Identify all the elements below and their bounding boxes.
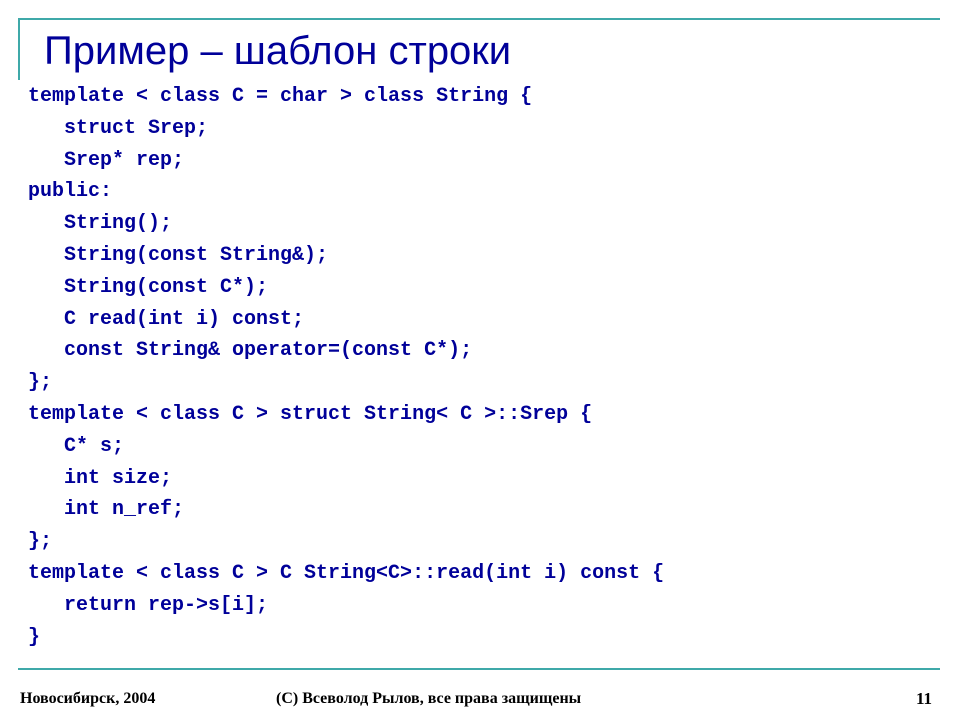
code-line: int size;	[28, 466, 173, 490]
code-block	[28, 81, 664, 653]
code-line: C read(int i) const;	[28, 307, 305, 331]
title-left-rule	[18, 18, 20, 80]
code-line: };	[28, 371, 53, 395]
footer-rule	[18, 668, 940, 670]
code-line: template < class C > C String<C>::read(int i) const {	[28, 561, 665, 585]
page-number: 11	[915, 689, 932, 708]
code-line: const String& operator=(const C*);	[28, 339, 473, 363]
code-line: int n_ref;	[28, 498, 185, 522]
slide-title: Пример – шаблон строки	[44, 29, 512, 73]
code-line: String();	[28, 212, 173, 236]
code-line: template < class C = char > class String {	[28, 85, 533, 108]
code-line: }	[28, 625, 41, 649]
code-line: };	[28, 530, 53, 554]
code-line: public:	[28, 180, 113, 204]
code-line: Srep* rep;	[28, 148, 185, 172]
title-top-rule	[18, 18, 940, 20]
footer-location-year: Новосибирск, 2004	[20, 690, 156, 707]
code-line: template < class C > struct String< C >::Srep {	[28, 402, 593, 426]
code-line: C* s;	[28, 434, 125, 458]
code-line: return rep->s[i];	[28, 593, 269, 617]
code-line: struct Srep;	[28, 116, 209, 140]
code-line: String(const String&);	[28, 243, 329, 267]
code-line: String(const C*);	[28, 275, 269, 299]
footer-copyright: (С) Всеволод Рылов, все права защищены	[276, 690, 582, 707]
